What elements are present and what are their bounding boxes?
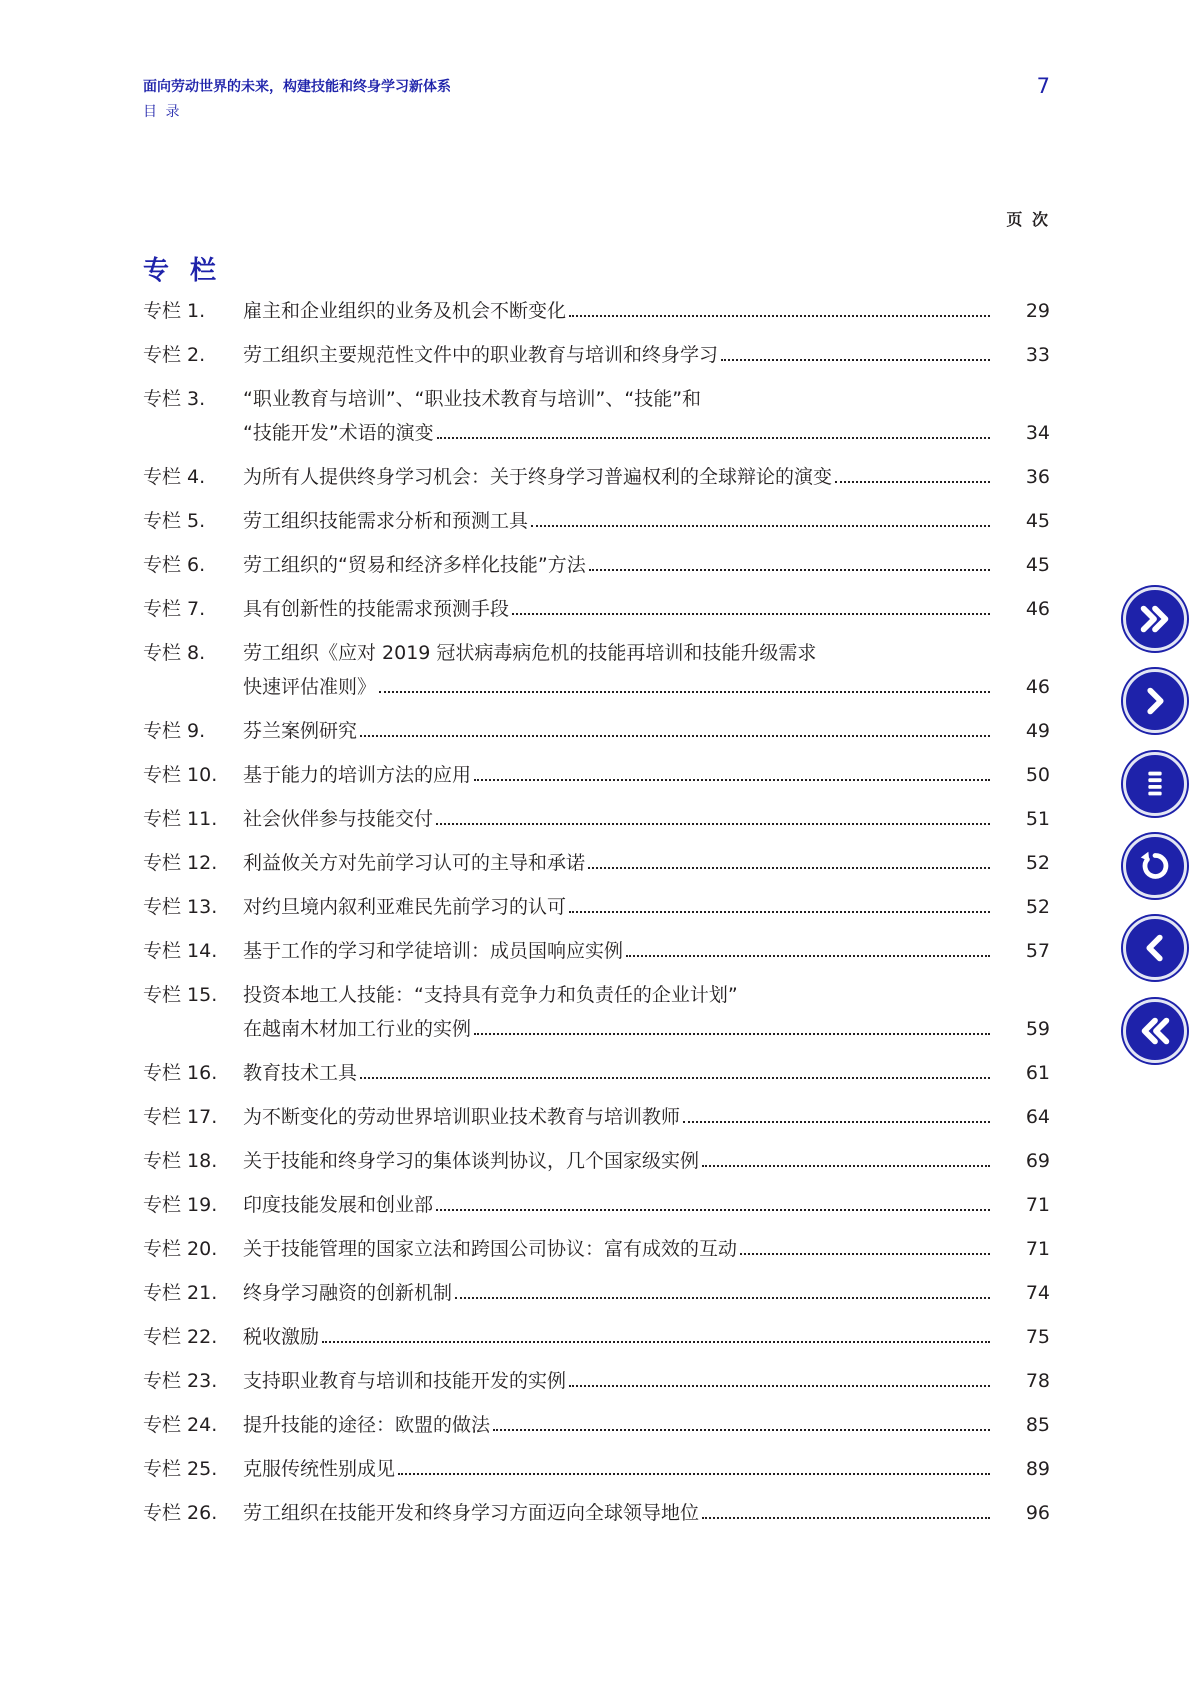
fast-forward-icon xyxy=(1136,600,1174,638)
section-title: 专 栏 xyxy=(143,256,223,286)
toc-entry[interactable] xyxy=(143,982,1050,1042)
toc-entry-page: 78 xyxy=(1025,1370,1050,1392)
toc-entry-page: 89 xyxy=(1025,1458,1050,1480)
go-back-button[interactable] xyxy=(1123,834,1187,898)
dot-leader xyxy=(474,1033,990,1035)
dot-leader xyxy=(589,569,990,571)
previous-page-icon xyxy=(1136,929,1174,967)
next-page-icon xyxy=(1136,682,1174,720)
dot-leader xyxy=(835,481,990,483)
toc-entry-page: 71 xyxy=(1025,1194,1050,1216)
toc-entry-label: 专栏 15. xyxy=(143,984,218,1006)
toc-entry-label: 专栏 24. xyxy=(143,1414,218,1436)
toc-entry-page: 50 xyxy=(1025,764,1050,786)
toc-entry-title: 终身学习融资的创新机制 xyxy=(243,1282,453,1304)
toc-entry-label: 专栏 2. xyxy=(143,344,206,366)
toc-entry[interactable] xyxy=(143,850,1050,876)
dot-leader xyxy=(683,1121,990,1123)
dot-leader xyxy=(474,779,990,781)
dot-leader xyxy=(379,691,990,693)
toc-entry-title: 劳工组织《应对 2019 冠状病毒病危机的技能再培训和技能升级需求 xyxy=(243,642,817,664)
toc-entry-title: 税收激励 xyxy=(243,1326,320,1348)
toc-entry-title: 投资本地工人技能：“支持具有竞争力和负责任的企业计划” xyxy=(243,984,738,1006)
toc-entry-title: 为不断变化的劳动世界培训职业技术教育与培训教师 xyxy=(243,1106,681,1128)
go-back-icon xyxy=(1136,847,1174,885)
toc-entry-label: 专栏 6. xyxy=(143,554,206,576)
next-page-button[interactable] xyxy=(1123,669,1187,733)
toc-entry[interactable] xyxy=(143,596,1050,622)
toc-entry-label: 专栏 22. xyxy=(143,1326,218,1348)
toc-entry-title: 对约旦境内叙利亚难民先前学习的认可 xyxy=(243,896,567,918)
dot-leader xyxy=(721,359,990,361)
toc-entry-label: 专栏 3. xyxy=(143,388,206,410)
toc-entry-page: 36 xyxy=(1025,466,1050,488)
toc-entry[interactable] xyxy=(143,640,1050,700)
toc-entry-title: 利益攸关方对先前学习认可的主导和承诺 xyxy=(243,852,586,874)
toc-entry-page: 33 xyxy=(1025,344,1050,366)
dot-leader xyxy=(569,1385,990,1387)
toc-entry-label: 专栏 17. xyxy=(143,1106,218,1128)
toc-entry[interactable] xyxy=(143,938,1050,964)
dot-leader xyxy=(531,525,990,527)
toc-entry-label: 专栏 9. xyxy=(143,720,206,742)
toc-entry-label: 专栏 18. xyxy=(143,1150,218,1172)
toc-entry-page: 45 xyxy=(1025,510,1050,532)
toc-entry-label: 专栏 12. xyxy=(143,852,218,874)
toc-entry-page: 75 xyxy=(1025,1326,1050,1348)
toc-entry-title: 为所有人提供终身学习机会：关于终身学习普遍权利的全球辩论的演变 xyxy=(243,466,833,488)
toc-entry-page: 57 xyxy=(1025,940,1050,962)
toc-entry-page: 85 xyxy=(1025,1414,1050,1436)
toc-entry-page: 52 xyxy=(1025,852,1050,874)
dot-leader xyxy=(398,1473,990,1475)
toc-entry-title: 基于能力的培训方法的应用 xyxy=(243,764,472,786)
toc-entry-page: 69 xyxy=(1025,1150,1050,1172)
toc-entry[interactable] xyxy=(143,1324,1050,1350)
toc-entry[interactable] xyxy=(143,762,1050,788)
toc-entry[interactable] xyxy=(143,342,1050,368)
contents-menu-icon xyxy=(1136,765,1174,803)
dot-leader xyxy=(588,867,990,869)
dot-leader xyxy=(493,1429,990,1431)
toc-entry-label: 专栏 23. xyxy=(143,1370,218,1392)
toc-entry-label: 专栏 16. xyxy=(143,1062,218,1084)
toc-entry-label: 专栏 21. xyxy=(143,1282,218,1304)
toc-entry-page: 51 xyxy=(1025,808,1050,830)
toc-entry-label: 专栏 19. xyxy=(143,1194,218,1216)
dot-leader xyxy=(322,1341,990,1343)
toc-entry-label: 专栏 7. xyxy=(143,598,206,620)
toc-entry-title: 教育技术工具 xyxy=(243,1062,358,1084)
toc-entry-label: 专栏 11. xyxy=(143,808,218,830)
toc-entry-title: “技能开发”术语的演变 xyxy=(243,422,434,444)
toc-entry[interactable] xyxy=(143,1500,1050,1526)
dot-leader xyxy=(455,1297,990,1299)
toc-entry-page: 96 xyxy=(1025,1502,1050,1524)
toc-entry-title: 芬兰案例研究 xyxy=(243,720,358,742)
toc-entry-page: 46 xyxy=(1025,676,1050,698)
toc-entry-title: 基于工作的学习和学徒培训：成员国响应实例 xyxy=(243,940,624,962)
toc-entry-title: 关于技能管理的国家立法和跨国公司协议：富有成效的互动 xyxy=(243,1238,738,1260)
running-header-section: 目 录 xyxy=(143,104,182,120)
toc-entry-page: 49 xyxy=(1025,720,1050,742)
fast-rewind-button[interactable] xyxy=(1123,999,1187,1063)
running-header-title: 面向劳动世界的未来，构建技能和终身学习新体系 xyxy=(143,79,451,95)
toc-entry-title: 劳工组织技能需求分析和预测工具 xyxy=(243,510,529,532)
toc-entry-label: 专栏 14. xyxy=(143,940,218,962)
dot-leader xyxy=(569,911,990,913)
contents-menu-button[interactable] xyxy=(1123,752,1187,816)
toc-entry-label: 专栏 8. xyxy=(143,642,206,664)
toc-entry[interactable] xyxy=(143,1280,1050,1306)
toc-entry[interactable] xyxy=(143,1192,1050,1218)
toc-entry-title: “职业教育与培训”、“职业技术教育与培训”、“技能”和 xyxy=(243,388,702,410)
toc-entry[interactable] xyxy=(143,1060,1050,1086)
page-column-header: 页 次 xyxy=(1006,210,1050,229)
fast-forward-button[interactable] xyxy=(1123,587,1187,651)
toc-entry-page: 29 xyxy=(1025,300,1050,322)
toc-entry[interactable] xyxy=(143,508,1050,534)
dot-leader xyxy=(702,1165,990,1167)
toc-entry-title: 在越南木材加工行业的实例 xyxy=(243,1018,472,1040)
toc-entry-label: 专栏 1. xyxy=(143,300,206,322)
toc-entry-page: 59 xyxy=(1025,1018,1050,1040)
toc-entry-title: 支持职业教育与培训和技能开发的实例 xyxy=(243,1370,567,1392)
toc-entry-title: 克服传统性别成见 xyxy=(243,1458,396,1480)
dot-leader xyxy=(436,823,990,825)
toc-entry-label: 专栏 10. xyxy=(143,764,218,786)
toc-entry-title: 提升技能的途径：欧盟的做法 xyxy=(243,1414,491,1436)
toc-entry[interactable] xyxy=(143,1368,1050,1394)
dot-leader xyxy=(626,955,990,957)
toc-entry-title: 劳工组织主要规范性文件中的职业教育与培训和终身学习 xyxy=(243,344,719,366)
toc-entry[interactable] xyxy=(143,386,1050,446)
toc-entry[interactable] xyxy=(143,1148,1050,1174)
dot-leader xyxy=(360,1077,990,1079)
dot-leader xyxy=(512,613,990,615)
toc-entry[interactable] xyxy=(143,718,1050,744)
toc-entry-title: 印度技能发展和创业部 xyxy=(243,1194,434,1216)
toc-entry[interactable] xyxy=(143,464,1050,490)
toc-entry-label: 专栏 4. xyxy=(143,466,206,488)
toc-entry-page: 74 xyxy=(1025,1282,1050,1304)
toc-entry-page: 52 xyxy=(1025,896,1050,918)
toc-entry[interactable] xyxy=(143,894,1050,920)
toc-entry[interactable] xyxy=(143,552,1050,578)
toc-entry-page: 34 xyxy=(1025,422,1050,444)
dot-leader xyxy=(436,1209,990,1211)
toc-entry-title: 劳工组织在技能开发和终身学习方面迈向全球领导地位 xyxy=(243,1502,700,1524)
toc-entry-page: 61 xyxy=(1025,1062,1050,1084)
toc-entry[interactable] xyxy=(143,806,1050,832)
toc-entry-title: 快速评估准则》 xyxy=(243,676,377,698)
toc-entry-title: 雇主和企业组织的业务及机会不断变化 xyxy=(243,300,567,322)
toc-entry-page: 46 xyxy=(1025,598,1050,620)
toc-list xyxy=(143,298,1050,1544)
toc-entry[interactable] xyxy=(143,1236,1050,1262)
toc-entry[interactable] xyxy=(143,1104,1050,1130)
page-number: 7 xyxy=(1036,74,1050,98)
toc-entry[interactable] xyxy=(143,298,1050,324)
toc-entry-label: 专栏 20. xyxy=(143,1238,218,1260)
toc-entry-page: 64 xyxy=(1025,1106,1050,1128)
toc-entry[interactable] xyxy=(143,1456,1050,1482)
toc-entry-label: 专栏 5. xyxy=(143,510,206,532)
toc-entry-title: 劳工组织的“贸易和经济多样化技能”方法 xyxy=(243,554,586,576)
dot-leader xyxy=(740,1253,990,1255)
toc-entry[interactable] xyxy=(143,1412,1050,1438)
dot-leader xyxy=(360,735,990,737)
toc-entry-label: 专栏 13. xyxy=(143,896,218,918)
toc-entry-page: 71 xyxy=(1025,1238,1050,1260)
dot-leader xyxy=(569,315,990,317)
fast-rewind-icon xyxy=(1136,1012,1174,1050)
toc-entry-title: 关于技能和终身学习的集体谈判协议，几个国家级实例 xyxy=(243,1150,700,1172)
toc-entry-label: 专栏 26. xyxy=(143,1502,218,1524)
toc-entry-title: 社会伙伴参与技能交付 xyxy=(243,808,434,830)
toc-entry-title: 具有创新性的技能需求预测手段 xyxy=(243,598,510,620)
dot-leader xyxy=(702,1517,990,1519)
dot-leader xyxy=(437,437,990,439)
previous-page-button[interactable] xyxy=(1123,916,1187,980)
toc-entry-label: 专栏 25. xyxy=(143,1458,218,1480)
toc-entry-page: 45 xyxy=(1025,554,1050,576)
